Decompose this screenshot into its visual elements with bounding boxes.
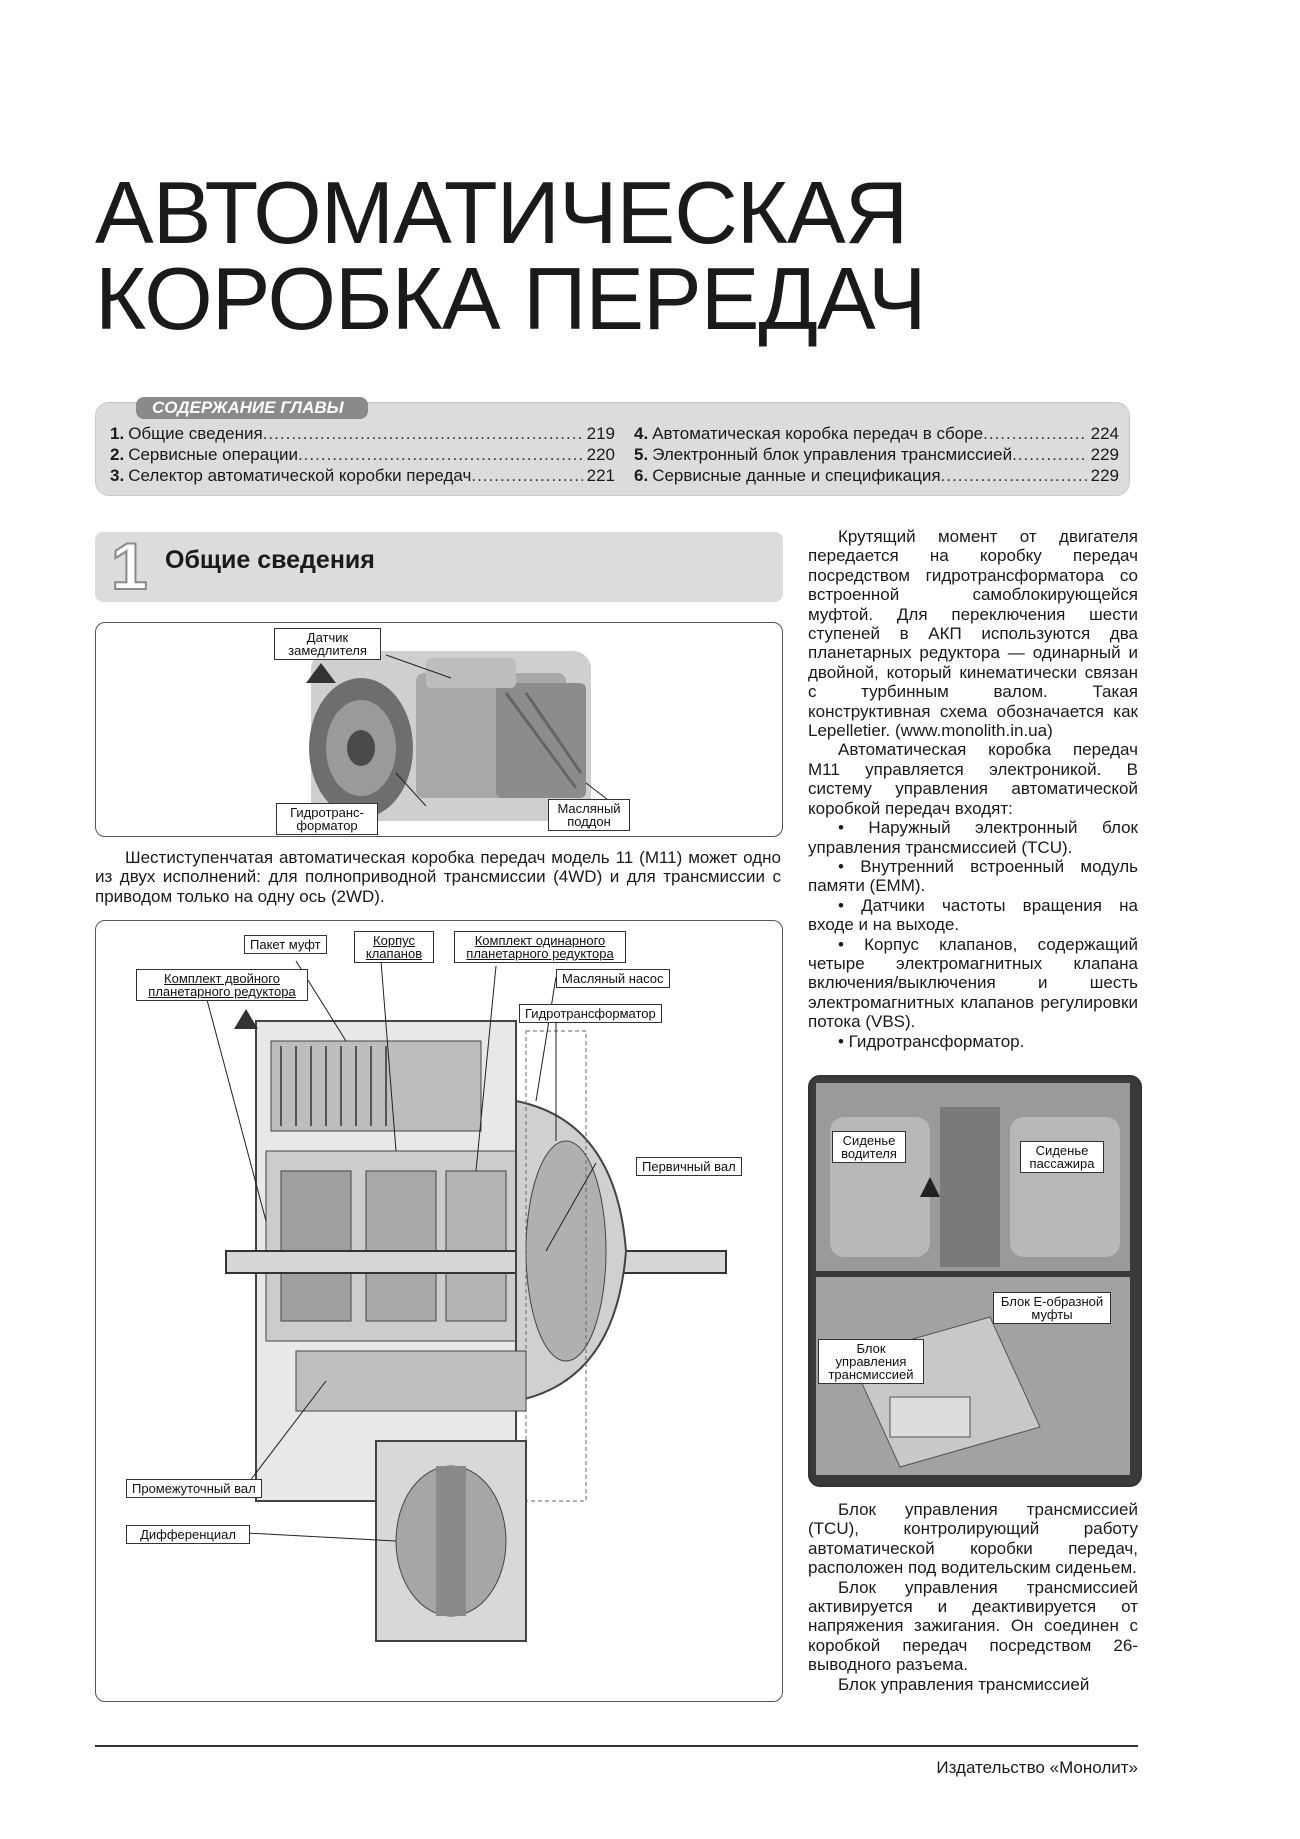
label-double-planetary: Комплект двойного планетарного редуктора bbox=[136, 969, 308, 1001]
list-item: • Корпус клапанов, содержащий четыре электромагнитных клапана включения/выключения и шесть электромагнитных клапанов регулировки потока (VBS). bbox=[808, 934, 1138, 1032]
label-tcu: Блок управления трансмиссией bbox=[818, 1339, 924, 1384]
contents-item[interactable]: 4. Автоматическая коробка передач в сборе ..... 224 bbox=[634, 423, 1119, 444]
contents-item[interactable]: 5. Электронный блок управления трансмиссией ..... 229 bbox=[634, 444, 1119, 465]
label-oil-pan: Масляный поддон bbox=[548, 799, 630, 831]
paragraph: Блок управления трансмиссией (TCU), контролирующий работу автоматической коробки передач, расположен под водительским сиденьем. bbox=[808, 1500, 1138, 1578]
title-line-2: КОРОБКА ПЕРЕДАЧ bbox=[95, 249, 926, 348]
section-title: Общие сведения bbox=[165, 546, 375, 574]
contents-item[interactable]: 2. Сервисные операции ..... 220 bbox=[110, 444, 615, 465]
section-number: 1 bbox=[111, 529, 148, 603]
title-line-1: АВТОМАТИЧЕСКАЯ bbox=[95, 163, 908, 262]
transmission-section-figure bbox=[95, 920, 783, 1702]
list-item: • Наружный электронный блок управления трансмиссией (TCU). bbox=[808, 818, 1138, 857]
label-passenger-seat: Сиденье пассажира bbox=[1020, 1141, 1104, 1173]
label-differential: Дифференциал bbox=[126, 1525, 250, 1544]
contents-item[interactable]: 3. Селектор автоматической коробки передач ..... 221 bbox=[110, 465, 615, 486]
list-item: • Гидротрансформатор. bbox=[838, 1031, 1025, 1051]
paragraph: Автоматическая коробка передач M11 управляется электроникой. В систему управления автоматической коробкой передач входят: bbox=[808, 740, 1138, 818]
contents-right-column bbox=[634, 423, 1119, 486]
contents-heading: СОДЕРЖАНИЕ ГЛАВЫ bbox=[136, 397, 368, 419]
transmission-photo-figure bbox=[95, 622, 783, 837]
contents-left-column bbox=[110, 423, 615, 486]
right-column-text bbox=[808, 527, 1138, 1051]
page-title bbox=[95, 163, 926, 348]
label-valve-body: Корпус клапанов bbox=[354, 931, 434, 963]
transmission-cross-section bbox=[96, 921, 782, 1701]
label-converter: Гидротрансформатор bbox=[519, 1004, 662, 1023]
label-sensor: Датчик замедлителя bbox=[274, 628, 381, 660]
paragraph: Крутящий момент от двигателя передается на коробку передач посредством гидротрансформатора со встроенной самоблокирующейся муфтой. Для переключения шести ступеней в АКП используются два планетарных редуктора — одинарный и двойной, который кинематически связан с турбинным валом. Такая конструктивная схема обозначается как Lepelletier. (www.monolith.in.ua) bbox=[808, 527, 1138, 741]
label-e-block: Блок Е-образной муфты bbox=[993, 1292, 1111, 1324]
chapter-contents bbox=[95, 398, 1130, 496]
transmission-photo bbox=[96, 623, 782, 836]
label-clutch-pack: Пакет муфт bbox=[244, 935, 327, 954]
interior-photo-figure bbox=[808, 1075, 1142, 1487]
contents-item[interactable]: 6. Сервисные данные и спецификация ..... 229 bbox=[634, 465, 1119, 486]
list-item: • Внутренний встроенный модуль памяти (EMM). bbox=[808, 856, 1138, 896]
contents-item[interactable]: 1. Общие сведения ..... 219 bbox=[110, 423, 615, 444]
label-driver-seat: Сиденье водителя bbox=[832, 1131, 906, 1163]
paragraph: Блок управления трансмиссией активируется и деактивируется от напряжения зажигания. Он соединен с коробкой передач посредством 26-выводного разъема. bbox=[808, 1577, 1138, 1675]
label-single-planetary: Комплект одинарного планетарного редуктора bbox=[454, 931, 626, 963]
paragraph: Блок управления трансмиссией bbox=[838, 1674, 1090, 1694]
publisher-footer: Издательство «Монолит» bbox=[936, 1758, 1138, 1777]
figure-1-caption: Шестиступенчатая автоматическая коробка передач модель 11 (M11) может одно из двух исполнений: для полноприводной трансмиссии (4WD) и для трансмиссии с приводом только на одну ось (2WD). bbox=[95, 848, 781, 906]
label-intermediate-shaft: Промежуточный вал bbox=[126, 1479, 262, 1498]
label-converter: Гидротранс-форматор bbox=[276, 803, 378, 835]
list-item: • Датчики частоты вращения на входе и на выходе. bbox=[808, 895, 1138, 935]
section-heading bbox=[95, 529, 783, 603]
bottom-right-text bbox=[808, 1500, 1138, 1694]
label-oil-pump: Масляный насос bbox=[556, 969, 670, 988]
footer-divider bbox=[95, 1745, 1138, 1747]
label-input-shaft: Первичный вал bbox=[636, 1157, 742, 1176]
